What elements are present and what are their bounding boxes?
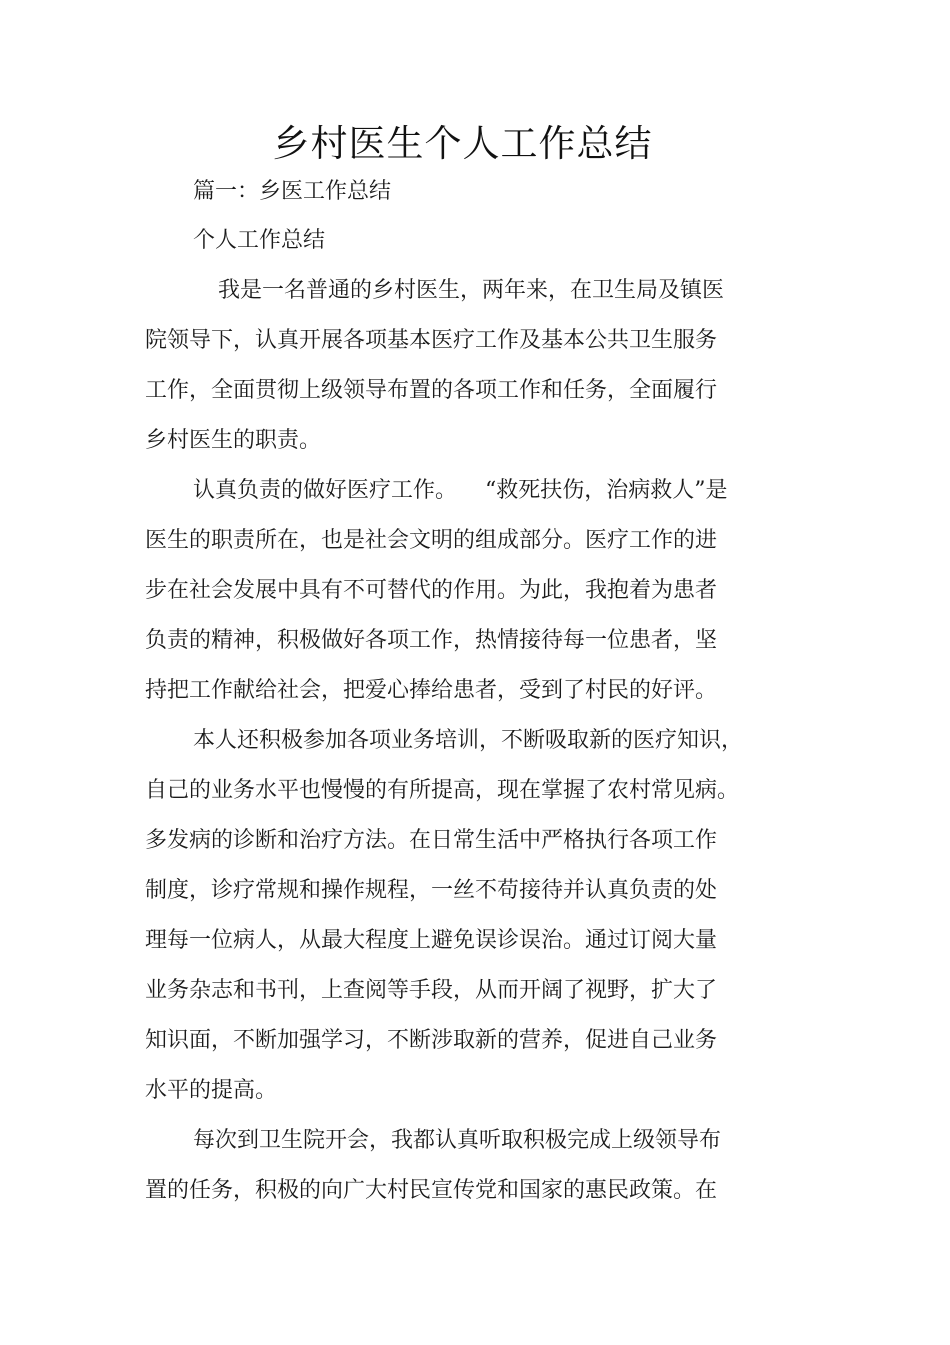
paragraph-line: 乡村医生的职责。 xyxy=(145,428,322,453)
paragraph-line: 认真负责的做好医疗工作。 “救死扶伤，治病救人”是 xyxy=(193,478,728,503)
paragraph-line: 知识面，不断加强学习，不断涉取新的营养，促进自己业务 xyxy=(145,1028,718,1053)
section-heading: 篇一：乡医工作总结 xyxy=(193,179,392,204)
paragraph-line: 制度，诊疗常规和操作规程，一丝不苟接待并认真负责的处 xyxy=(145,878,718,903)
paragraph-line: 水平的提高。 xyxy=(145,1078,278,1103)
paragraph-line: 我是一名普通的乡村医生，两年来，在卫生局及镇医 xyxy=(218,278,725,303)
paragraph-line: 持把工作献给社会，把爱心捧给患者，受到了村民的好评。 xyxy=(145,678,718,703)
document-title: 乡村医生个人工作总结 xyxy=(272,122,653,165)
paragraph-line: 步在社会发展中具有不可替代的作用。为此，我抱着为患者 xyxy=(145,578,718,603)
paragraph-line: 置的任务，积极的向广大村民宣传党和国家的惠民政策。在 xyxy=(145,1178,718,1203)
paragraph-line: 工作，全面贯彻上级领导布置的各项工作和任务，全面履行 xyxy=(145,378,718,403)
paragraph-line: 负责的精神，积极做好各项工作，热情接待每一位患者，坚 xyxy=(145,628,718,653)
paragraph-line: 本人还积极参加各项业务培训，不断吸取新的医疗知识， xyxy=(193,728,744,753)
paragraph-line: 院领导下，认真开展各项基本医疗工作及基本公共卫生服务 xyxy=(145,328,718,353)
paragraph-line: 业务杂志和书刊，上查阅等手段，从而开阔了视野，扩大了 xyxy=(145,978,718,1003)
paragraph-line: 理每一位病人，从最大程度上避免误诊误治。通过订阅大量 xyxy=(145,928,718,953)
paragraph-line: 医生的职责所在，也是社会文明的组成部分。医疗工作的进 xyxy=(145,528,718,553)
paragraph-line: 多发病的诊断和治疗方法。在日常生活中严格执行各项工作 xyxy=(145,828,718,853)
paragraph-line: 每次到卫生院开会，我都认真听取积极完成上级领导布 xyxy=(193,1128,722,1153)
subheading: 个人工作总结 xyxy=(193,228,326,253)
paragraph-line: 自己的业务水平也慢慢的有所提高，现在掌握了农村常见病。 xyxy=(145,778,740,803)
